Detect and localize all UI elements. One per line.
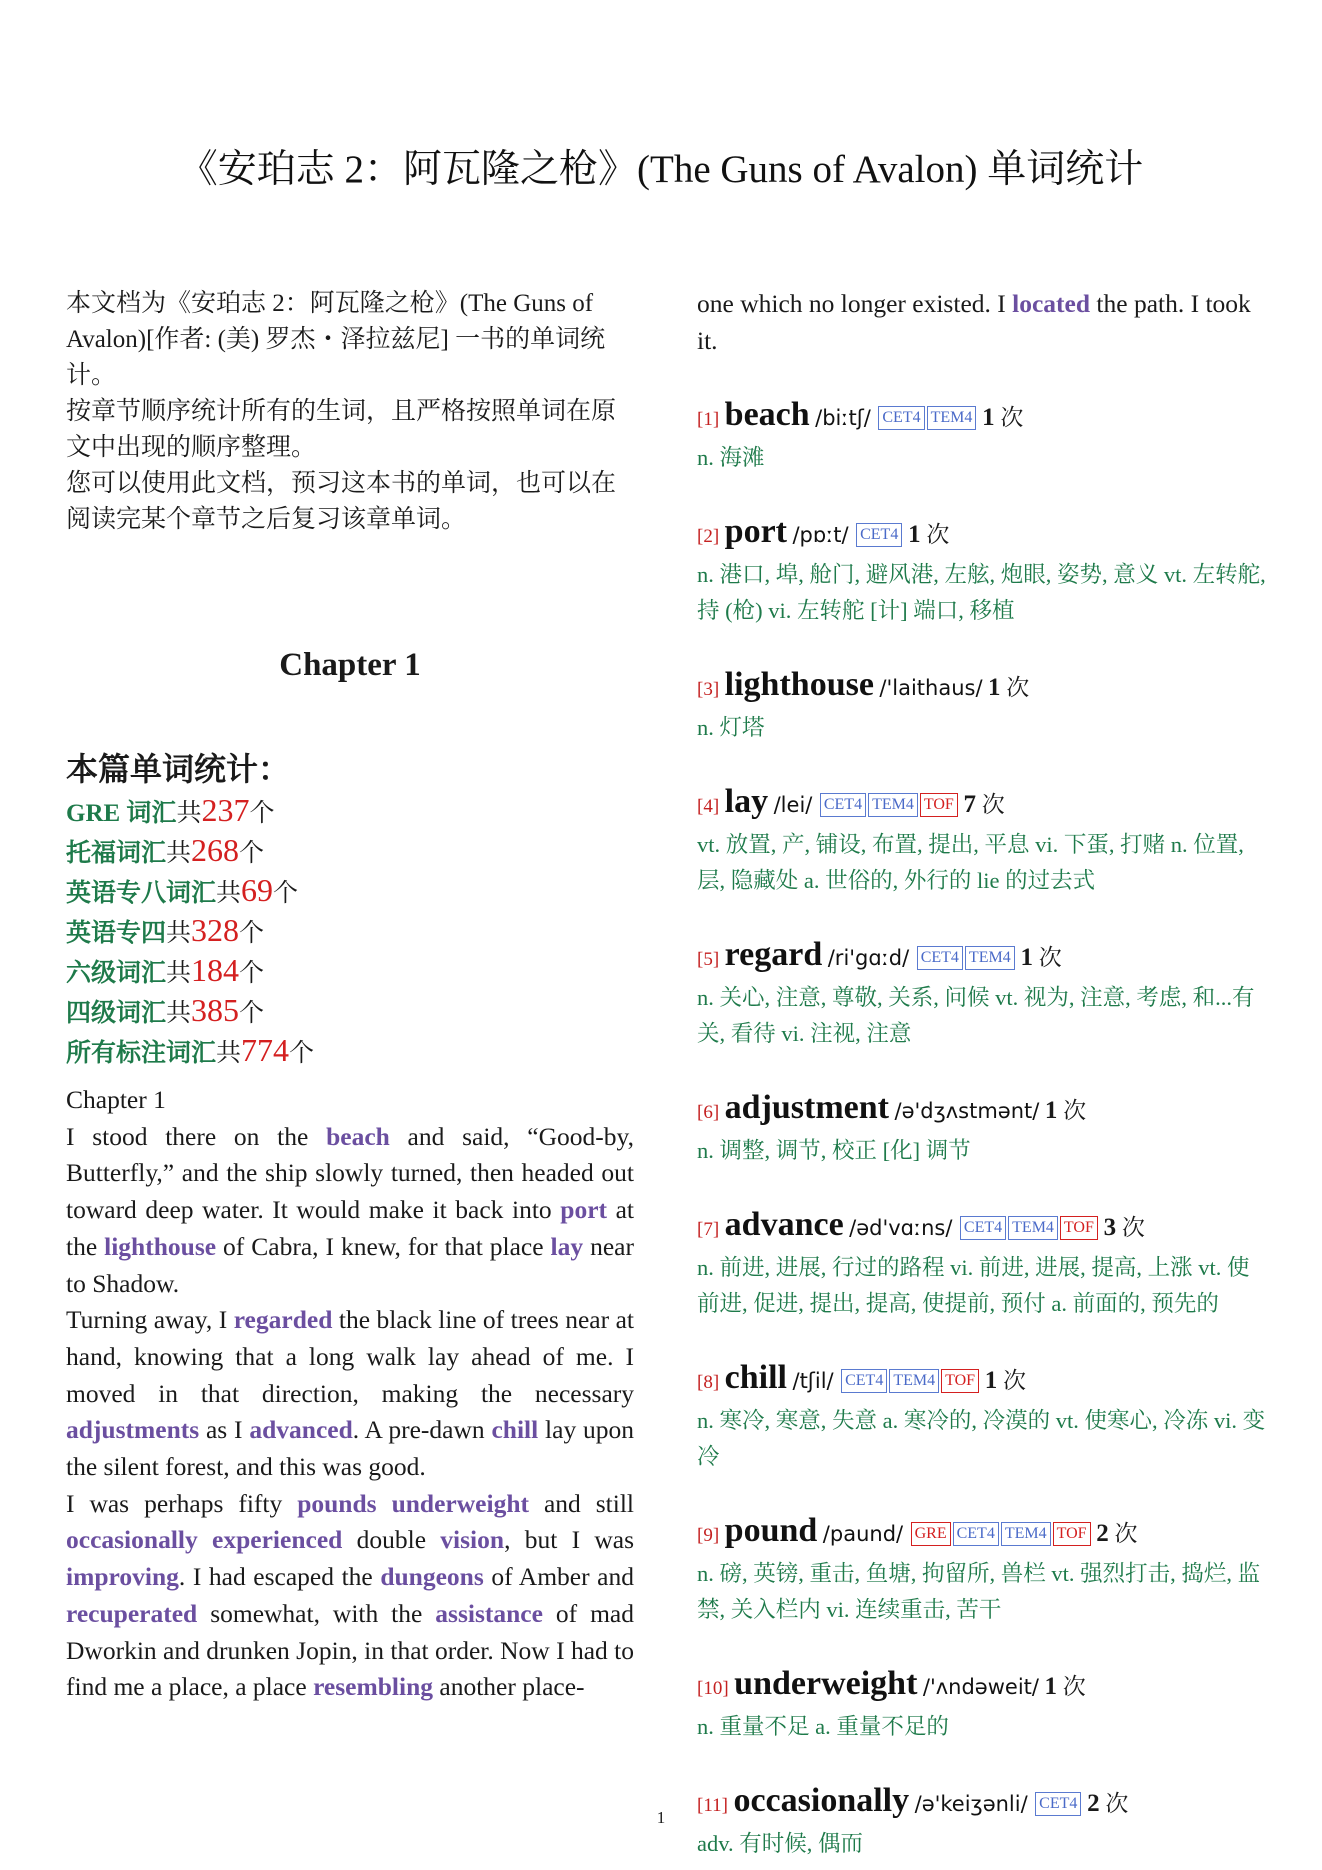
headword[interactable]: pound: [724, 1512, 818, 1550]
stat-label: 英语专八词汇: [66, 880, 217, 907]
highlighted-word[interactable]: port: [560, 1195, 608, 1225]
stat-prefix: 共: [216, 1040, 242, 1067]
vocab-list: [697, 395, 1269, 1862]
intro-paragraph: 您可以使用此文档，预习这本书的单词，也可以在阅读完某个章节之后复习该章单词。: [66, 470, 617, 533]
entry-index: [8]: [697, 1372, 720, 1394]
entry-index: [4]: [697, 796, 720, 818]
phonetic: /biːtʃ/: [815, 406, 871, 431]
level-tag: TOF: [941, 1369, 979, 1393]
stat-prefix: 共: [216, 880, 242, 907]
stat-label: 六级词汇: [66, 960, 167, 987]
frequency-suffix: 次: [1114, 1521, 1138, 1547]
vocab-entry: [697, 665, 1269, 746]
story-paragraph: [66, 1486, 634, 1706]
stat-count: 268: [191, 832, 240, 868]
headword[interactable]: underweight: [734, 1665, 918, 1703]
vocab-entry: [697, 1664, 1269, 1745]
story-text-run: of Amber and: [483, 1562, 634, 1592]
story-text-run: of Cabra, I knew, for that place: [216, 1231, 551, 1261]
frequency: [1091, 1521, 1138, 1546]
highlighted-word[interactable]: experienced: [212, 1525, 343, 1555]
highlighted-word[interactable]: advanced: [249, 1415, 353, 1445]
frequency-suffix: 次: [981, 792, 1005, 818]
level-tag: CET4: [917, 946, 963, 970]
highlighted-word[interactable]: pounds: [297, 1488, 377, 1518]
highlighted-word[interactable]: adjustments: [66, 1415, 200, 1445]
level-tag: TOF: [920, 793, 958, 817]
definition: n. 灯塔: [697, 715, 765, 741]
vocab-entry-header: [697, 1664, 1269, 1709]
vocab-entry-header: [697, 1088, 1269, 1133]
entry-index: [6]: [697, 1102, 720, 1124]
phonetic: /tʃil/: [792, 1369, 834, 1394]
vocab-entry-header: [697, 395, 1269, 440]
entry-index: [1]: [697, 409, 720, 431]
frequency: [1098, 1215, 1145, 1240]
frequency-suffix: 次: [1105, 1791, 1129, 1817]
stat-label: 托福词汇: [66, 840, 167, 867]
frequency-suffix: 次: [926, 522, 950, 548]
level-tag: CET4: [841, 1369, 887, 1393]
vocab-entry: [697, 395, 1269, 476]
story-text-run: . I had escaped the: [178, 1562, 381, 1592]
entry-index: [9]: [697, 1525, 720, 1547]
story-text-run: and still: [529, 1488, 634, 1518]
vocab-entry-header: [697, 1511, 1269, 1556]
intro-block: [66, 286, 634, 538]
definition: n. 寒冷, 寒意, 失意 a. 寒冷的, 冷漠的 vt. 使寒心, 冷冻 vi. 变冷: [697, 1408, 1266, 1470]
story-text-run: lay upon the silent forest, and this was good.: [66, 1415, 635, 1482]
level-tag: CET4: [1035, 1792, 1081, 1816]
phonetic: /'ʌndəweit/: [922, 1675, 1039, 1700]
level-tag: TEM4: [1001, 1522, 1051, 1546]
story-text-run: somewhat, with the: [197, 1598, 436, 1628]
story-continuation: [697, 286, 1269, 359]
stat-count: 328: [191, 912, 240, 948]
level-tag: TEM4: [927, 406, 977, 430]
headword[interactable]: adjustment: [724, 1089, 889, 1127]
level-tag: TOF: [1053, 1522, 1091, 1546]
headword[interactable]: lighthouse: [724, 666, 874, 704]
highlighted-word[interactable]: beach: [326, 1121, 390, 1151]
highlighted-word[interactable]: regarded: [233, 1305, 333, 1335]
stat-prefix: 共: [176, 800, 202, 827]
stat-unit: 个: [249, 800, 275, 827]
headword[interactable]: lay: [724, 783, 769, 821]
headword[interactable]: port: [724, 513, 787, 551]
stat-prefix: 共: [166, 960, 192, 987]
level-tag: CET4: [960, 1216, 1006, 1240]
story-paragraph: [66, 1119, 634, 1303]
vocab-entry: [697, 512, 1269, 629]
stat-unit: 个: [239, 960, 265, 987]
frequency-suffix: 次: [1038, 945, 1062, 971]
frequency-count: 1: [1020, 944, 1033, 972]
stat-label: 四级词汇: [66, 1000, 167, 1027]
highlighted-word[interactable]: dungeons: [380, 1562, 484, 1592]
vocab-entry-header: [697, 512, 1269, 557]
definition: n. 海滩: [697, 445, 765, 471]
page-title: 《安珀志 2：阿瓦隆之枪》(The Guns of Avalon) 单词统计: [178, 148, 1144, 191]
stat-label: 所有标注词汇: [66, 1040, 217, 1067]
page-number: 1: [656, 1808, 666, 1827]
entry-index: [10]: [697, 1678, 729, 1700]
highlighted-word[interactable]: underweight: [391, 1488, 529, 1518]
frequency-suffix: 次: [1000, 405, 1024, 431]
story-text-run: Turning away, I: [66, 1305, 234, 1335]
definition: n. 港口, 埠, 舱门, 避风港, 左舷, 炮眼, 姿势, 意义 vt. 左转舵, 持 (枪) vi. 左转舵 [计] 端口, 移植: [697, 562, 1266, 624]
highlighted-word[interactable]: assistance: [435, 1598, 543, 1628]
definition: n. 重量不足 a. 重量不足的: [697, 1714, 949, 1740]
frequency-count: 3: [1103, 1214, 1117, 1242]
vocab-entry: [697, 782, 1269, 899]
vocab-entry: [697, 1088, 1269, 1169]
story-text-run: at the: [66, 1195, 634, 1261]
definition: n. 调整, 调节, 校正 [化] 调节: [697, 1138, 971, 1164]
definition: n. 磅, 英镑, 重击, 鱼塘, 拘留所, 兽栏 vt. 强烈打击, 捣烂, 监禁, 关入栏内 vi. 连续重击, 苦干: [697, 1561, 1261, 1623]
stat-count: 385: [191, 992, 240, 1028]
stat-line: [66, 872, 634, 912]
definition: vt. 放置, 产, 铺设, 布置, 提出, 平息 vi. 下蛋, 打赌 n. 位置, 层, 隐藏处 a. 世俗的, 外行的 lie 的过去式: [697, 832, 1244, 894]
level-tag: CET4: [953, 1522, 999, 1546]
highlighted-word[interactable]: lighthouse: [104, 1231, 217, 1261]
vocab-entry: [697, 1205, 1269, 1322]
story-text: [66, 1082, 634, 1706]
frequency: [958, 792, 1005, 817]
story-chapter-label: Chapter 1: [66, 1085, 166, 1114]
stat-line: [66, 792, 634, 832]
phonetic: /pɒːt/: [792, 523, 849, 548]
frequency: [1015, 945, 1062, 970]
story-text-run: of mad Dworkin and drunken Jopin, in that order. Now I had to find me a place, a place: [66, 1598, 634, 1702]
stat-prefix: 共: [166, 920, 192, 947]
headword[interactable]: chill: [724, 1359, 787, 1397]
frequency-suffix: 次: [1063, 1098, 1087, 1124]
level-tag: TEM4: [965, 946, 1015, 970]
stat-label: 英语专四: [66, 920, 167, 947]
highlighted-word[interactable]: vision: [440, 1525, 505, 1555]
highlighted-word[interactable]: located: [1012, 289, 1091, 318]
frequency: [976, 405, 1023, 430]
frequency-suffix: 次: [1121, 1215, 1145, 1241]
phonetic: /lei/: [773, 793, 813, 818]
frequency: [1045, 1098, 1086, 1123]
stat-line: [66, 832, 634, 872]
story-text-run: and said, “Good-by, Butterfly,” and the ship slowly turned, then headed out toward deep water. It would make it back into: [66, 1121, 634, 1225]
frequency-count: 1: [908, 521, 921, 549]
frequency-count: 1: [1044, 1673, 1057, 1701]
intro-paragraph: 本文档为《安珀志 2：阿瓦隆之枪》(The Guns of Avalon)[作者: (美) 罗杰・泽拉兹尼] 一书的单词统计。: [66, 290, 606, 389]
phonetic: /'laithaus/: [879, 676, 983, 701]
story-text-run: another place-: [433, 1672, 585, 1702]
highlighted-word[interactable]: lay: [550, 1231, 584, 1261]
chapter-heading: Chapter 1: [279, 647, 421, 683]
story-text-run: the black line of trees near at hand, knowing that a long walk lay ahead of me. I moved in that direction, making the necessary: [66, 1305, 634, 1408]
level-tag: GRE: [911, 1522, 951, 1546]
vocab-entry: [697, 935, 1269, 1052]
stat-line: [66, 952, 634, 992]
frequency-count: 2: [1087, 1790, 1100, 1818]
highlighted-word[interactable]: resembling: [313, 1672, 434, 1702]
story-text-run: . A pre-dawn: [352, 1415, 492, 1445]
level-tag: TEM4: [889, 1369, 939, 1393]
entry-index: [7]: [697, 1219, 720, 1241]
story-text-run: the path. I took it.: [697, 289, 1251, 355]
phonetic: /əd'vɑːns/: [849, 1216, 953, 1241]
entry-index: [3]: [697, 679, 720, 701]
stats-title: 本篇单词统计：: [66, 751, 291, 787]
level-tag: CET4: [878, 406, 924, 430]
entry-index: [11]: [697, 1795, 728, 1817]
vocab-entry: [697, 1511, 1269, 1628]
frequency: [902, 522, 949, 547]
entry-index: [2]: [697, 526, 720, 548]
story-text-run: [377, 1489, 392, 1518]
vocab-entry-header: [697, 665, 1269, 710]
story-text-run: I was perhaps fifty: [66, 1488, 298, 1518]
frequency-suffix: 次: [1006, 675, 1030, 701]
frequency-count: 1: [1044, 1097, 1058, 1125]
highlighted-word[interactable]: chill: [491, 1415, 539, 1445]
vocab-entry: [697, 1358, 1269, 1475]
story-text-run: as I: [199, 1415, 250, 1445]
headword[interactable]: occasionally: [733, 1782, 910, 1820]
vocab-column: [697, 286, 1269, 1862]
stat-unit: 个: [239, 1000, 265, 1027]
highlighted-word[interactable]: recuperated: [66, 1598, 198, 1628]
frequency-count: 1: [982, 404, 995, 432]
vocab-entry-header: [697, 782, 1269, 827]
story-text-run: one which no longer existed. I: [697, 289, 1013, 318]
highlighted-word[interactable]: occasionally: [66, 1525, 198, 1555]
stat-unit: 个: [239, 920, 265, 947]
headword[interactable]: advance: [724, 1206, 844, 1244]
vocab-entry-header: [697, 1358, 1269, 1403]
story-text-run: , but I was: [504, 1525, 635, 1555]
definition: n. 关心, 注意, 尊敬, 关系, 问候 vt. 视为, 注意, 考虑, 和...有关, 看待 vi. 注视, 注意: [697, 985, 1255, 1047]
stat-count: 69: [241, 872, 274, 908]
stat-label: GRE 词汇: [66, 800, 177, 827]
stat-line: [66, 992, 634, 1032]
intro-paragraph: 按章节顺序统计所有的生词，且严格按照单词在原文中出现的顺序整理。: [66, 398, 617, 461]
frequency: [1044, 1674, 1085, 1699]
frequency-suffix: 次: [1062, 1674, 1086, 1700]
phonetic: /paund/: [822, 1522, 904, 1547]
frequency: [979, 1368, 1026, 1393]
frequency-count: 1: [984, 1367, 998, 1395]
stat-unit: 个: [239, 840, 265, 867]
frequency-count: 2: [1096, 1520, 1109, 1548]
stat-prefix: 共: [166, 1000, 192, 1027]
story-text-run: [198, 1525, 212, 1554]
story-paragraph: [697, 286, 1269, 359]
definition: n. 前进, 进展, 行过的路程 vi. 前进, 进展, 提高, 上涨 vt. 使前进, 促进, 提出, 提高, 使提前, 预付 a. 前面的, 预先的: [697, 1255, 1250, 1317]
story-text-run: I stood there on the: [66, 1121, 327, 1151]
level-tag: TEM4: [1008, 1216, 1058, 1240]
level-tag: CET4: [856, 523, 902, 547]
stat-count: 237: [201, 792, 250, 828]
stat-count: 774: [241, 1032, 290, 1068]
stat-line: [66, 1032, 634, 1072]
headword[interactable]: beach: [724, 396, 810, 434]
frequency-count: 1: [988, 674, 1001, 702]
level-tag: TEM4: [868, 793, 918, 817]
frequency-count: 7: [963, 791, 977, 819]
phonetic: /ə'keiʒənli/: [914, 1792, 1028, 1817]
definition: adv. 有时候, 偶而: [697, 1831, 864, 1857]
level-tag: CET4: [820, 793, 866, 817]
stat-unit: 个: [289, 1040, 315, 1067]
story-text-run: near to Shadow.: [66, 1231, 634, 1298]
stat-count: 184: [191, 952, 240, 988]
vocab-entry-header: [697, 935, 1269, 980]
stats-block: [66, 748, 634, 1072]
story-text-run: double: [342, 1525, 441, 1555]
frequency: [988, 675, 1029, 700]
stat-prefix: 共: [166, 840, 192, 867]
phonetic: /ri'gɑːd/: [827, 946, 910, 971]
stat-unit: 个: [273, 880, 299, 907]
level-tag: TOF: [1060, 1216, 1098, 1240]
vocab-entry-header: [697, 1205, 1269, 1250]
highlighted-word[interactable]: improving: [66, 1562, 179, 1592]
stat-line: [66, 912, 634, 952]
headword[interactable]: regard: [724, 936, 823, 974]
entry-index: [5]: [697, 949, 720, 971]
frequency-suffix: 次: [1003, 1368, 1027, 1394]
story-paragraph: [66, 1302, 634, 1486]
phonetic: /ə'dʒʌstmənt/: [894, 1099, 1040, 1124]
